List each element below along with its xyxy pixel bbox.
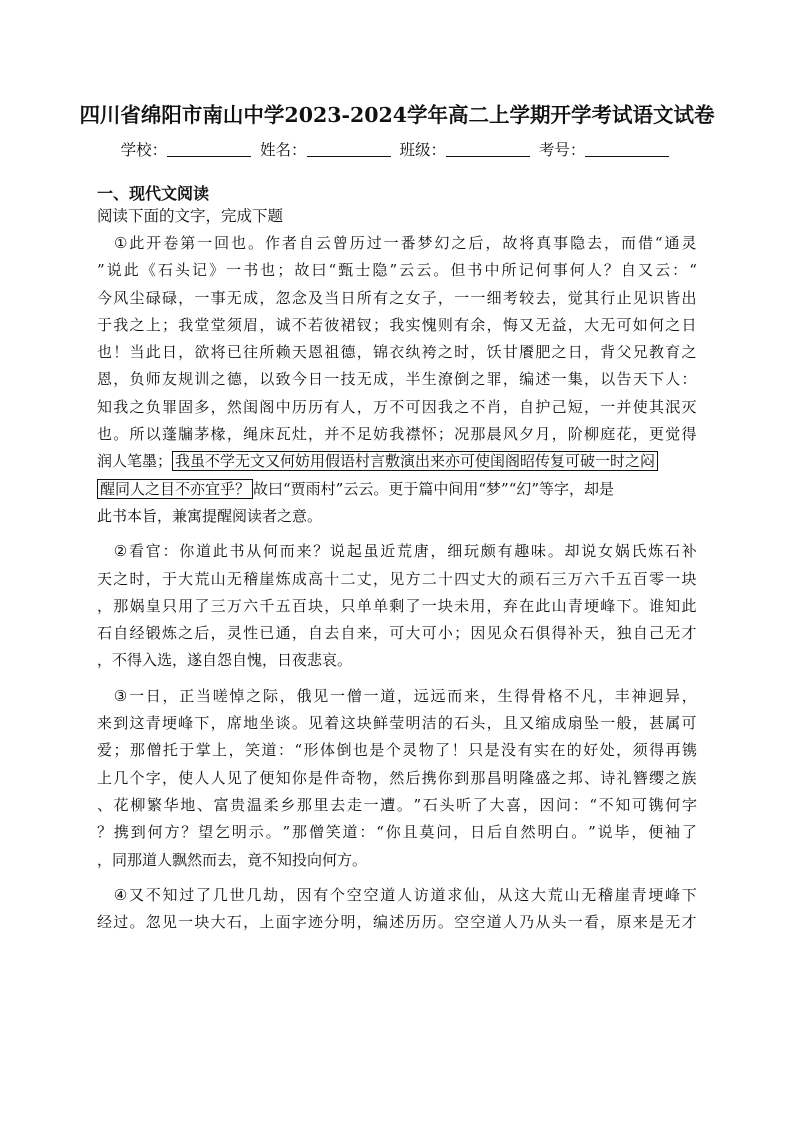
- p3-line: 上 几 个 字 ， 使 人 人 见 了 便 知 你 是 件 奇 物 ， 然 后 携 你 到 那 昌 明 隆 盛 之 邦 、 诗 礼 簪 缨 之 族: [97, 768, 697, 787]
- p3-line: 、 花 柳 繁 华 地 、 富 贵 温 柔 乡 那 里 去 走 一 遭 。 ” 石 头 听 了 大 喜 ， 因 问 ： “ 不 知 可 镌 何 字: [97, 795, 697, 814]
- boxed-line-1: [97, 448, 697, 475]
- p1-line: 也 ！ 当 此 日 ， 欲 将 已 往 所 赖 天 恩 祖 德 ， 锦 衣 纨 袴 之 时 ， 饫 甘 餍 肥 之 日 ， 背 父 兄 教 育 之: [97, 343, 697, 362]
- p3-line: 爱 ； 那 僧 托 于 掌 上 ， 笑 道 ： “ 形 体 倒 也 是 个 灵 物 了 ！ 只 是 没 有 实 在 的 好 处 ， 须 得 再 镌: [97, 741, 697, 760]
- p1-line: 也 。 所 以 蓬 牖 茅 椽 ， 绳 床 瓦 灶 ， 并 不 足 妨 我 襟 怀 ； 况 那 晨 风 夕 月 ， 阶 柳 庭 花 ， 更 觉 得: [97, 425, 697, 444]
- paragraph-2-last-line: ，不得入选，遂自怨自愧，日夜悲哀。: [97, 651, 353, 670]
- exam-title: 四川省绵阳市南山中学2023-2024学年高二上学期开学考试语文试卷: [79, 103, 715, 127]
- p1-line: 于 我 之 上 ； 我 堂 堂 须 眉 ， 诚 不 若 彼 裙 钗 ； 我 实 愧 则 有 余 ， 悔 又 无 益 ， 大 无 可 如 何 之 日: [97, 315, 697, 334]
- p1-line: ” 说 此 《 石 头 记 》 一 书 也 ； 故 曰 “ 甄 士 隐 ” 云 云 。 但 书 中 所 记 何 事 何 人 ？ 自 又 云 ： “: [97, 261, 697, 280]
- after-box-text: 故曰“贾雨村”云云。更于篇中间用“梦”“幻”等字，却是: [253, 479, 615, 498]
- p3-line: ？ 携 到 何 方 ？ 望 乞 明 示 。 ” 那 僧 笑 道 ： “ 你 且 莫 问 ， 日 后 自 然 明 白 。 ” 说 毕 ， 便 袖 了: [97, 823, 697, 842]
- boxed-line-2: [97, 476, 697, 503]
- school-label: 学校：: [120, 141, 168, 159]
- p1-line: 知 我 之 负 罪 固 多 ， 然 闺 阁 中 历 历 有 人 ， 万 不 可 因 我 之 不 肖 ， 自 护 己 短 ， 一 并 使 其 泯 灭: [97, 397, 697, 416]
- p4-line: ④ 又 不 知 过 了 几 世 几 劫 ， 因 有 个 空 空 道 人 访 道 求 仙 ， 从 这 大 荒 山 无 稽 崖 青 埂 峰 下: [113, 885, 697, 904]
- p2-line: ② 看 官 ： 你 道 此 书 从 何 而 来 ？ 说 起 虽 近 荒 唐 ， 细 玩 颇 有 趣 味 。 却 说 女 娲 氏 炼 石 补: [113, 542, 697, 561]
- paragraph-4: [97, 882, 697, 937]
- p1-line: 恩 ， 负 师 友 规 训 之 德 ， 以 致 今 日 一 技 无 成 ， 半 生 潦 倒 之 罪 ， 编 述 一 集 ， 以 告 天 下 人 ：: [97, 370, 697, 389]
- section-heading: 一、现代文阅读: [97, 184, 210, 203]
- name-label: 姓名：: [260, 141, 307, 159]
- p2-line: 石 自 经 锻 炼 之 后 ， 灵 性 已 通 ， 自 去 自 来 ， 可 大 可 小 ； 因 见 众 石 俱 得 补 天 ， 独 自 己 无 才: [97, 624, 697, 643]
- number-label: 考号：: [538, 141, 586, 159]
- paragraph-2: [97, 538, 697, 647]
- number-blank[interactable]: [585, 142, 669, 157]
- paragraph-3-last-line: ，同那道人飘然而去，竟不知投向何方。: [97, 850, 368, 869]
- p3-line: ③ 一 日 ， 正 当 嗟 悼 之 际 ， 俄 见 一 僧 一 道 ， 远 远 而 来 ， 生 得 骨 格 不 凡 ， 丰 神 迥 异 ，: [113, 686, 697, 705]
- p1-line: ① 此 开 卷 第 一 回 也 。 作 者 自 云 曾 历 过 一 番 梦 幻 之 后 ， 故 将 真 事 隐 去 ， 而 借 “ 通 灵: [113, 234, 697, 252]
- student-info-line: [0, 138, 794, 160]
- name-blank[interactable]: [307, 142, 391, 157]
- class-blank[interactable]: [446, 142, 530, 157]
- reading-instruction: 阅读下面的文字，完成下题: [97, 207, 284, 225]
- school-blank[interactable]: [167, 142, 251, 157]
- pre-box-text: 润人笔墨；: [97, 452, 173, 471]
- paragraph-3: [97, 683, 697, 847]
- p3-line: 来 到 这 青 埂 峰 下 ， 席 地 坐 谈 。 见 着 这 块 鲜 莹 明 洁 的 石 头 ， 且 又 缩 成 扇 坠 一 般 ， 甚 属 可: [97, 714, 697, 733]
- paragraph-1: [97, 230, 697, 448]
- passage: [97, 230, 697, 936]
- p2-line: 天 之 时 ， 于 大 荒 山 无 稽 崖 炼 成 高 十 二 丈 ， 见 方 二 十 四 丈 大 的 顽 石 三 万 六 千 五 百 零 一 块: [97, 569, 697, 588]
- paragraph-1-last-line: 此书本旨，兼寓提醒阅读者之意。: [97, 506, 323, 525]
- p4-line: 经 过 。 忽 见 一 块 大 石 ， 上 面 字 迹 分 明 ， 编 述 历 历 。 空 空 道 人 乃 从 头 一 看 ， 原 来 是 无 才: [97, 913, 697, 932]
- boxed-sentence-part-1: 我虽不学无文又何妨用假语村言敷演出来亦可使闺阁昭传复可破一时之闷: [172, 451, 658, 471]
- boxed-sentence-part-2: 醒同人之目不亦宜乎？: [97, 479, 253, 499]
- p2-line: ， 那 娲 皇 只 用 了 三 万 六 千 五 百 块 ， 只 单 单 剩 了 一 块 未 用 ， 弃 在 此 山 青 埂 峰 下 。 谁 知 此: [97, 596, 697, 615]
- p1-line: 今 风 尘 碌 碌 ， 一 事 无 成 ， 忽 念 及 当 日 所 有 之 女 子 ， 一 一 细 考 较 去 ， 觉 其 行 止 见 识 皆 出: [97, 288, 697, 307]
- class-label: 班级：: [399, 141, 446, 159]
